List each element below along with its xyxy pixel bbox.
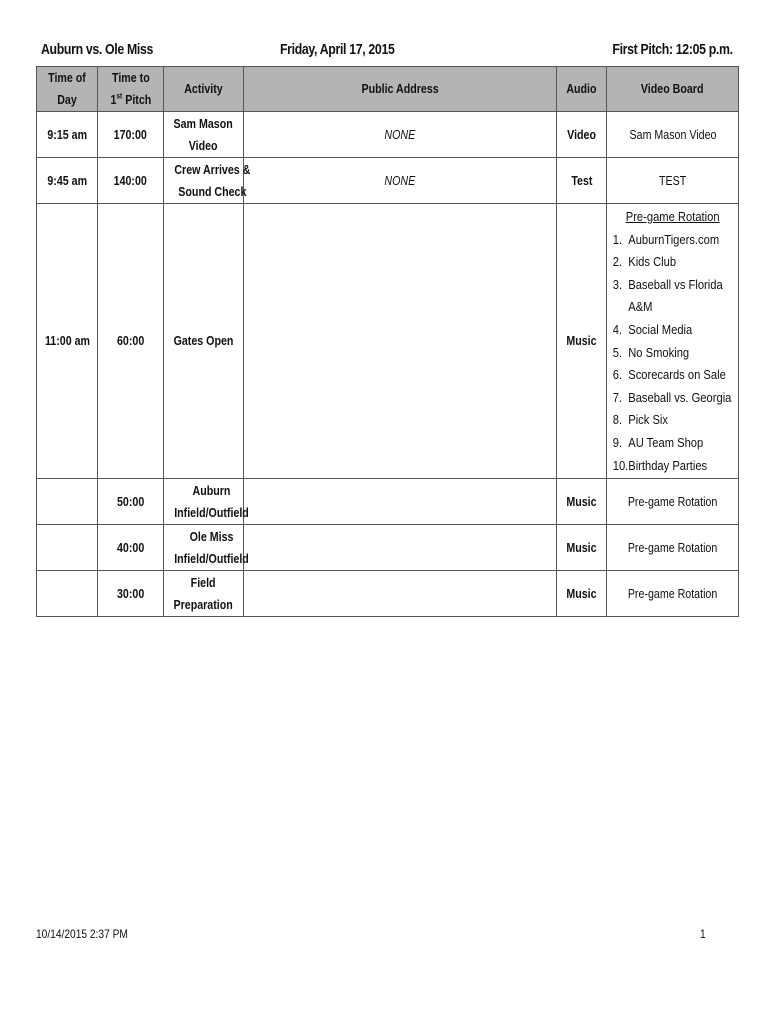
time-to-pitch-cell: 30:00: [98, 571, 164, 617]
video-board-cell: Pre-game Rotation: [607, 525, 739, 571]
list-item: 7. Baseball vs. Georgia: [612, 389, 732, 405]
video-board-cell: Pre-game Rotation: [607, 479, 739, 525]
audio-cell: Music: [557, 525, 607, 571]
list-item: 6. Scorecards on Sale: [612, 367, 726, 383]
list-item: 4. Social Media: [612, 321, 693, 337]
public-address-cell: NONE: [244, 112, 557, 158]
public-address-cell: NONE: [244, 158, 557, 204]
time-to-pitch-cell: 170:00: [98, 112, 164, 158]
time-to-pitch-cell: 140:00: [98, 158, 164, 204]
time-to-pitch-cell: 50:00: [98, 479, 164, 525]
activity-cell: Crew Arrives & Sound Check: [164, 158, 244, 204]
activity-cell: Gates Open: [164, 204, 244, 479]
table-row: [37, 525, 739, 571]
table-row: [37, 571, 739, 617]
page-number: 1: [700, 927, 706, 941]
list-item: 9. AU Team Shop: [612, 434, 704, 450]
public-address-cell: [244, 525, 557, 571]
col-header-time-to-pitch: Time to 1st Pitch: [98, 67, 164, 112]
list-item: 10. Birthday Parties: [612, 457, 707, 473]
list-item: 8. Pick Six: [612, 412, 668, 428]
public-address-cell: [244, 479, 557, 525]
table-row: [37, 204, 739, 479]
time-to-pitch-cell: 60:00: [98, 204, 164, 479]
print-timestamp: 10/14/2015 2:37 PM: [36, 927, 128, 941]
col-header-time-of-day: Time of Day: [37, 67, 98, 112]
schedule-table: [36, 66, 739, 617]
table-row: [37, 479, 739, 525]
list-item: 5. No Smoking: [612, 344, 689, 360]
game-date: Friday, April 17, 2015: [280, 41, 395, 58]
activity-cell: Ole Miss Infield/Outfield: [164, 525, 244, 571]
video-board-cell: [607, 204, 739, 479]
public-address-cell: [244, 204, 557, 479]
time-of-day-cell: 11:00 am: [37, 204, 98, 479]
rotation-list: [609, 229, 736, 478]
time-of-day-cell: [37, 525, 98, 571]
video-board-cell: TEST: [607, 158, 739, 204]
col-header-activity: Activity: [164, 67, 244, 112]
activity-cell: Auburn Infield/Outfield: [164, 479, 244, 525]
time-of-day-cell: 9:45 am: [37, 158, 98, 204]
audio-cell: Music: [557, 204, 607, 479]
header-row: [37, 67, 739, 112]
list-item: 2. Kids Club: [612, 254, 676, 270]
audio-cell: Test: [557, 158, 607, 204]
audio-cell: Music: [557, 479, 607, 525]
col-header-video-board: Video Board: [607, 67, 739, 112]
rotation-list-block: [609, 206, 736, 477]
rotation-title: Pre-game Rotation: [625, 209, 720, 224]
video-board-cell: Pre-game Rotation: [607, 571, 739, 617]
public-address-cell: [244, 571, 557, 617]
audio-cell: Music: [557, 571, 607, 617]
table-row: [37, 112, 739, 158]
col-header-public-address: Public Address: [244, 67, 557, 112]
col-header-audio: Audio: [557, 67, 607, 112]
time-of-day-cell: [37, 571, 98, 617]
time-of-day-cell: 9:15 am: [37, 112, 98, 158]
list-item: 3. Baseball vs Florida A&M: [612, 276, 723, 315]
video-board-cell: Sam Mason Video: [607, 112, 739, 158]
audio-cell: Video: [557, 112, 607, 158]
activity-cell: Sam Mason Video: [164, 112, 244, 158]
list-item: 1. AuburnTigers.com: [612, 231, 720, 247]
time-of-day-cell: [37, 479, 98, 525]
first-pitch-time: First Pitch: 12:05 p.m.: [612, 41, 733, 58]
activity-cell: Field Preparation: [164, 571, 244, 617]
matchup-title: Auburn vs. Ole Miss: [41, 41, 154, 58]
table-row: [37, 158, 739, 204]
time-to-pitch-cell: 40:00: [98, 525, 164, 571]
